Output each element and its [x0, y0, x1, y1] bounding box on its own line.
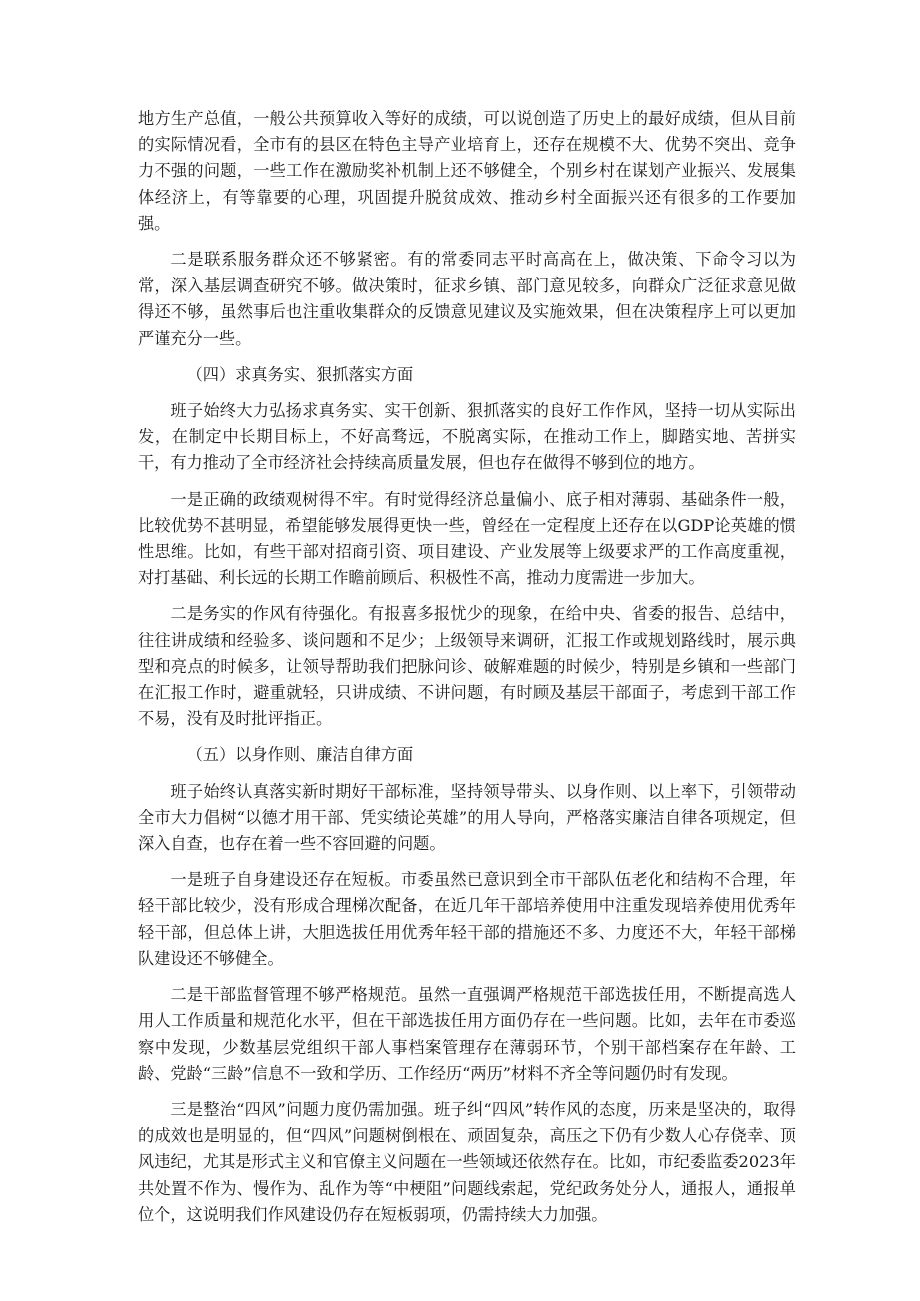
paragraph-contact-masses: 二是联系服务群众还不够紧密。有的常委同志平时高高在上，做决策、下命令习以为常，深入基层调查研究不够。做决策时，征求乡镇、部门意见较多，向群众广泛征求意见做得还不够，虽然事后也注重收集群众的反馈意见建议及实施效果，但在决策程序上可以更加严谨充分一些。	[138, 250, 796, 348]
paragraph-cadre-supervision: 二是干部监督管理不够严格规范。虽然一直强调严格规范干部选拔任用，不断提高选人用人工作质量和规范化水平，但在干部选拔任用方面仍存在一些问题。比如，去年在市委巡察中发现，少数基层党组织干部人事档案管理存在薄弱环节，个别干部档案存在年龄、工龄、党龄“三龄”信息不一致和学历、工作经历“两历”材料不齐全等问题仍时有发现。	[138, 985, 796, 1083]
paragraph-self-discipline-intro: 班子始终认真落实新时期好干部标准，坚持领导带头、以身作则、以上率下，引领带动全市大力倡树“以德才用干部、凭实绩论英雄”的用人导向，严格落实廉洁自律各项规定，但深入自查，也存在着一些不容回避的问题。	[138, 781, 796, 854]
paragraph-pragmatic-intro: 班子始终大力弘扬求真务实、实干创新、狠抓落实的良好工作作风，坚持一切从实际出发，在制定中长期目标上，不好高骛远，不脱离实际，在推动工作上，脚踏实地、苦拼实干，有力推动了全市经济社会持续高质量发展，但也存在做得不够到位的地方。	[138, 401, 796, 473]
paragraph-continuation: 地方生产总值，一般公共预算收入等好的成绩，可以说创造了历史上的最好成绩，但从目前的实际情况看，全市有的县区在特色主导产业培育上，还存在规模不大、优势不突出、竞争力不强的问题，一些工作在激励奖补机制上还不够健全，个别乡村在谋划产业振兴、发展集体经济上，有等靠要的心理，巩固提升脱贫成效、推动乡村全面振兴还有很多的工作要加强。	[138, 109, 796, 233]
document-body	[138, 106, 796, 1238]
paragraph-team-building: 一是班子自身建设还存在短板。市委虽然已意识到全市干部队伍老化和结构不合理，年轻干部比较少，没有形成合理梯次配备，在近几年干部培养使用中注重发现培养使用优秀年轻干部，但总体上讲，大胆选拔任用优秀年轻干部的措施还不多、力度还不大，年轻干部梯队建设还不够健全。	[138, 870, 796, 968]
paragraph-four-winds: 三是整治“四风”问题力度仍需加强。班子纠“四风”转作风的态度，历来是坚决的，取得的成效也是明显的，但“四风”问题树倒根在、顽固复杂，高压之下仍有少数人心存侥幸、顶风违纪，尤其是形式主义和官僚主义问题在一些领域还依然存在。比如，市纪委监委2023年共处置不作为、慢作为、乱作为等“中梗阻”问题线索起，党纪政务处分人，通报人，通报单位个，这说明我们作风建设仍存在短板弱项，仍需持续大力加强。	[138, 1099, 796, 1224]
paragraph-performance-view: 一是正确的政绩观树得不牢。有时觉得经济总量偏小、底子相对薄弱、基础条件一般，比较优势不甚明显，希望能够发展得更快一些，曾经在一定程度上还存在以GDP论英雄的惯性思维。比如，有些干部对招商引资、项目建设、产业发展等上级要求严的工作高度重视，对打基础、利长远的长期工作瞻前顾后、积极性不高，推动力度需进一步加大。	[138, 489, 796, 588]
section-heading-5: （五）以身作则、廉洁自律方面	[186, 745, 414, 765]
section-heading-4: （四）求真务实、狠抓落实方面	[186, 364, 414, 384]
paragraph-work-style: 二是务实的作风有待强化。有报喜多报忧少的现象，在给中央、省委的报告、总结中，往往讲成绩和经验多、谈问题和不足少；上级领导来调研，汇报工作或规划路线时，展示典型和亮点的时候多，让领导帮助我们把脉问诊、破解难题的时候少，特别是乡镇和一些部门在汇报工作时，避重就轻，只讲成绩、不讲问题，有时顾及基层干部面子，考虑到干部工作不易，没有及时批评指正。	[138, 604, 796, 729]
